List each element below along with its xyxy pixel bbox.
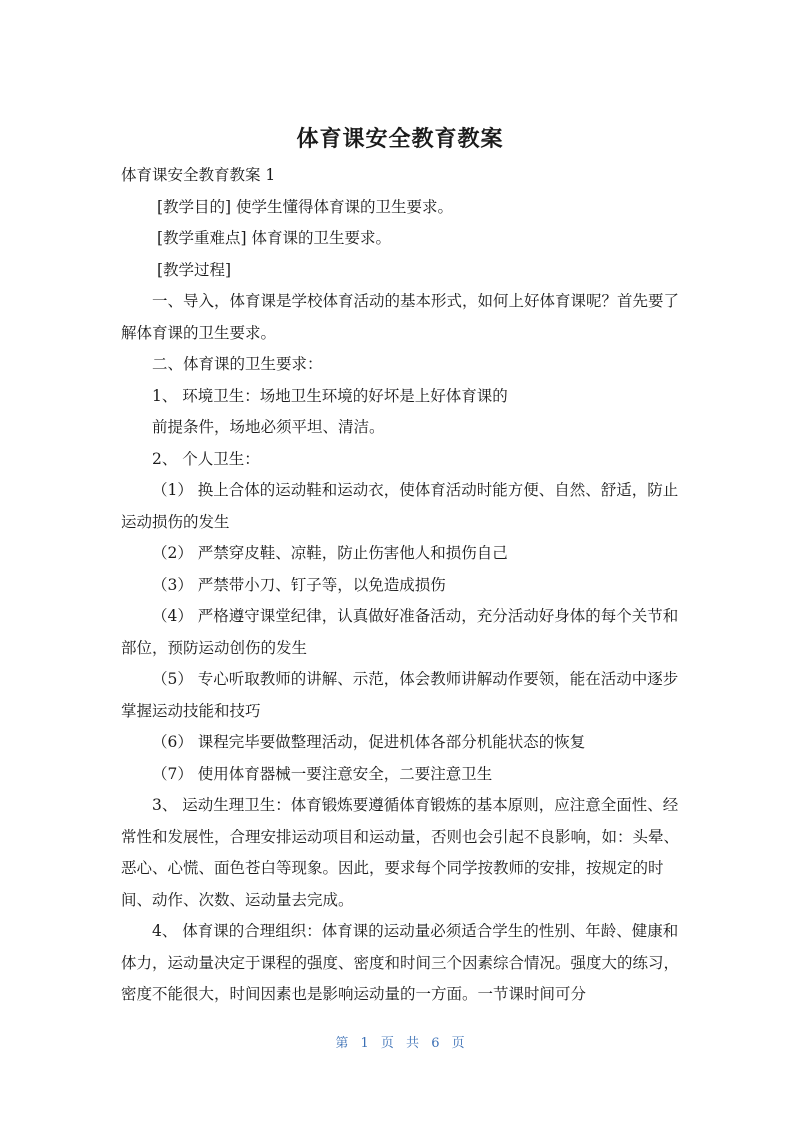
paragraph-sub2: （2） 严禁穿皮鞋、凉鞋，防止伤害他人和损伤自己	[152, 544, 508, 562]
paragraph-sub5: （5） 专心听取教师的讲解、示范，体会教师讲解动作要领，能在活动中逐步掌握运动技能和技巧	[121, 670, 679, 720]
paragraph-sub4: （4） 严格遵守课堂纪律，认真做好准备活动，充分活动好身体的每个关节和部位，预防运动创伤的发生	[121, 607, 679, 657]
paragraph-sub7: （7） 使用体育器械一要注意安全，二要注意卫生	[152, 764, 493, 783]
paragraph-sub3: （3） 严禁带小刀、钉子等，以免造成损伤	[152, 575, 446, 594]
paragraph-sub1: （1） 换上合体的运动鞋和运动衣，使体育活动时能方便、自然、舒适，防止运动损伤的发生	[121, 481, 679, 531]
paragraph-sub6: （6） 课程完毕要做整理活动，促进机体各部分机能状态的恢复	[152, 733, 586, 751]
paragraph-key-point: [教学重难点] 体育课的卫生要求。	[157, 229, 392, 247]
document-subtitle: 体育课安全教育教案 1	[121, 166, 276, 184]
paragraph-item2: 2、 个人卫生：	[152, 449, 260, 468]
paragraph-item1-a: 1、 环境卫生：场地卫生环境的好坏是上好体育课的	[152, 386, 508, 405]
paragraph-section2: 二、体育课的卫生要求：	[152, 355, 323, 373]
paragraph-item4: 4、 体育课的合理组织：体育课的运动量必须适合学生的性别、年龄、健康和体力，运动量决定于课程的强度、密度和时间三个因素综合情况。强度大的练习，密度不能很大，时间因素也是影响运动量的一方面。一节课时间可分	[121, 922, 680, 1003]
paragraph-objective: [教学目的] 使学生懂得体育课的卫生要求。	[157, 197, 454, 216]
document-title: 体育课安全教育教案	[296, 127, 504, 152]
paragraph-process: [教学过程]	[157, 260, 232, 279]
page-number-footer: 第 1 页 共 6 页	[335, 1036, 465, 1051]
paragraph-intro: 一、导入，体育课是学校体育活动的基本形式，如何上好体育课呢？首先要了解体育课的卫生要求。	[121, 292, 680, 342]
paragraph-item1-b: 前提条件，场地必须平坦、清洁。	[152, 418, 385, 436]
document-body	[121, 160, 681, 1011]
paragraph-item3: 3、 运动生理卫生：体育锻炼要遵循体育锻炼的基本原则，应注意全面性、经常性和发展性，合理安排运动项目和运动量，否则也会引起不良影响，如：头晕、恶心、心慌、面色苍白等现象。因此，要求每个同学按教师的安排，按规定的时间、动作、次数、运动量去完成。	[121, 796, 680, 909]
